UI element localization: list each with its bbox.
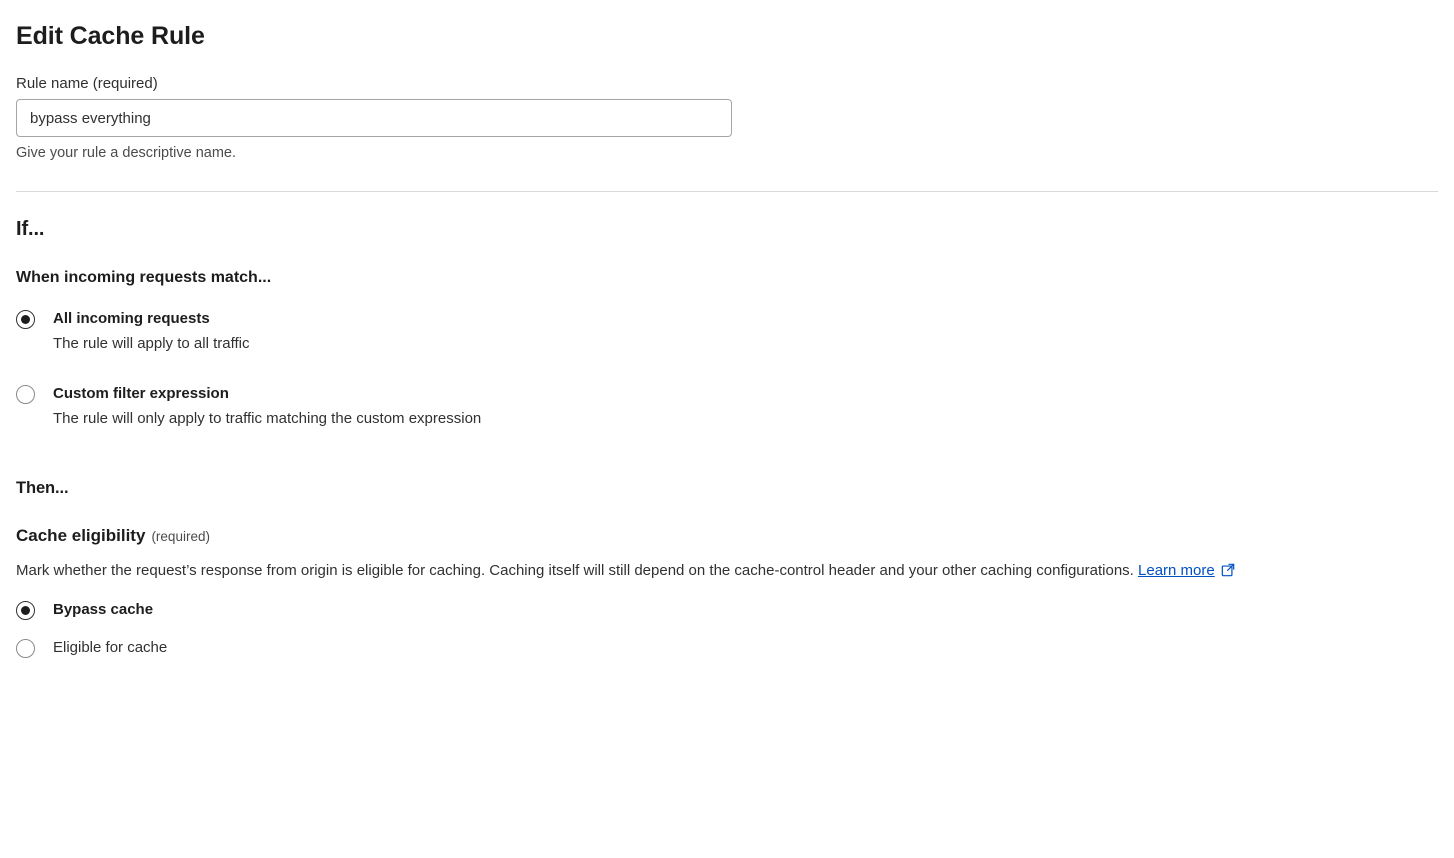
radio-icon-custom-filter-expression[interactable]: [16, 385, 35, 404]
page-title: Edit Cache Rule: [16, 22, 205, 50]
incoming-requests-radio-group: [16, 309, 1438, 429]
external-link-icon: [1221, 562, 1235, 576]
learn-more-link[interactable]: Learn more: [1138, 562, 1215, 579]
radio-title-bypass-cache: Bypass cache: [53, 601, 154, 618]
cache-eligibility-description-text: Mark whether the request’s response from origin is eligible for caching. Caching itself will still depend on the cache-control header and your other caching configurations.: [16, 562, 1134, 579]
radio-icon-bypass-cache[interactable]: [16, 601, 35, 620]
radio-icon-eligible-for-cache[interactable]: [16, 639, 35, 658]
radio-option-custom-filter-expression[interactable]: [16, 384, 1438, 429]
radio-option-bypass-cache[interactable]: [16, 600, 1438, 620]
radio-text-all-incoming-requests: [53, 309, 249, 354]
cache-eligibility-label: [16, 526, 1438, 546]
radio-title-all-incoming-requests: All incoming requests: [53, 310, 210, 327]
radio-text-bypass-cache: [53, 600, 153, 619]
match-subheading: When incoming requests match...: [16, 269, 272, 286]
radio-text-custom-filter-expression: [53, 384, 481, 429]
radio-option-all-incoming-requests[interactable]: [16, 309, 1438, 354]
radio-title-custom-filter-expression: Custom filter expression: [53, 385, 229, 402]
rule-name-help: Give your rule a descriptive name.: [16, 145, 237, 161]
cache-eligibility-description: [16, 560, 1436, 582]
cache-eligibility-title: Cache eligibility: [16, 526, 146, 545]
cache-eligibility-required-tag: (required): [151, 529, 210, 544]
rule-name-label: Rule name (required): [16, 75, 158, 92]
then-section-heading: Then...: [16, 479, 69, 497]
section-divider: [16, 191, 1438, 192]
radio-text-eligible-for-cache: [53, 638, 167, 657]
radio-icon-all-incoming-requests[interactable]: [16, 310, 35, 329]
cache-eligibility-radio-group: [16, 600, 1438, 658]
rule-name-input[interactable]: [16, 99, 732, 137]
radio-desc-custom-filter-expression: The rule will only apply to traffic matching the custom expression: [53, 410, 482, 427]
radio-title-eligible-for-cache: Eligible for cache: [53, 639, 168, 656]
radio-desc-all-incoming-requests: The rule will apply to all traffic: [53, 335, 250, 352]
if-section-heading: If...: [16, 218, 45, 240]
radio-option-eligible-for-cache[interactable]: [16, 638, 1438, 658]
